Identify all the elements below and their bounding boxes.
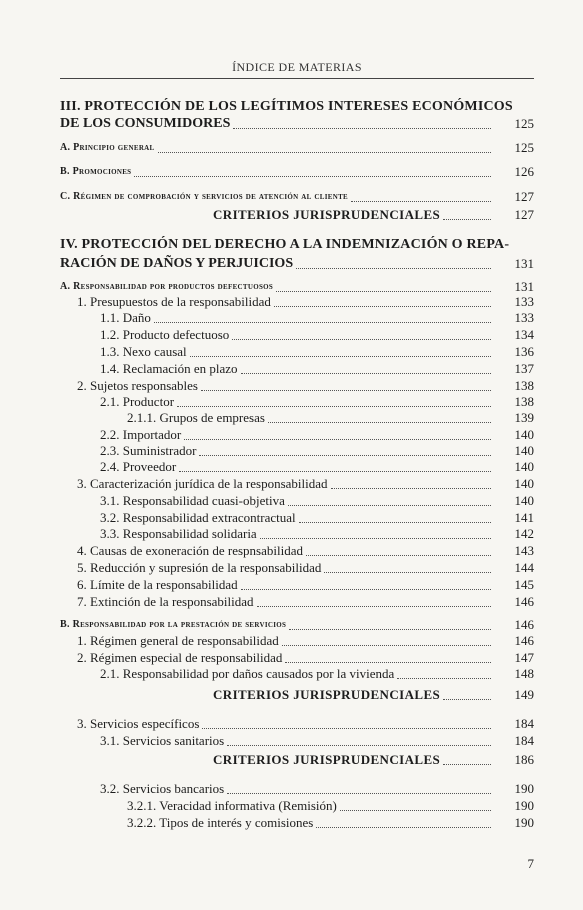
leader-dots — [324, 572, 491, 573]
leader-dots — [184, 439, 491, 440]
page-number: 138 — [514, 378, 534, 393]
entry-label: 1.4. Reclamación en plazo — [100, 361, 238, 376]
toc-entry[interactable] — [100, 666, 534, 682]
entry-label: CRITERIOS JURISPRUDENCIALES — [213, 687, 441, 702]
leader-dots — [233, 128, 491, 129]
toc-entry[interactable] — [127, 815, 534, 831]
leader-dots — [296, 268, 491, 269]
section-iii-title-line2: DE LOS CONSUMIDORES — [60, 116, 231, 131]
toc-entry[interactable] — [77, 378, 534, 394]
entry-label: 4. Causas de exoneración de respnsabilidad — [77, 543, 303, 558]
page-number: 131 — [514, 279, 534, 294]
leader-dots — [443, 219, 491, 220]
leader-dots — [340, 810, 491, 811]
entry-label: A. Responsabilidad por productos defectuosos — [60, 281, 274, 292]
page-number: 139 — [514, 410, 534, 425]
toc-entry-section-iii[interactable] — [60, 116, 534, 132]
leader-dots — [260, 538, 491, 539]
page-number: 147 — [514, 650, 534, 665]
leader-dots — [202, 728, 491, 729]
leader-dots — [268, 422, 491, 423]
leader-dots — [227, 793, 491, 794]
leader-dots — [285, 662, 491, 663]
page-number: 140 — [514, 476, 534, 491]
page-number: 127 — [514, 207, 534, 222]
leader-dots — [397, 678, 491, 679]
page-number: 125 — [514, 116, 534, 131]
leader-dots — [282, 645, 491, 646]
toc-entry[interactable] — [77, 543, 534, 559]
toc-entry[interactable] — [100, 733, 534, 749]
page-number: 149 — [514, 687, 534, 702]
leader-dots — [179, 471, 491, 472]
page-number: 143 — [514, 543, 534, 558]
page-number: 148 — [514, 666, 534, 681]
toc-entry[interactable] — [100, 781, 534, 797]
section-iii-title-line1: III. PROTECCIÓN DE LOS LEGÍTIMOS INTERESES ECONÓMICOS — [60, 99, 513, 114]
toc-entry[interactable] — [77, 560, 534, 576]
leader-dots — [177, 406, 491, 407]
leader-dots — [274, 306, 491, 307]
leader-dots — [201, 390, 491, 391]
page-number: 138 — [514, 394, 534, 409]
entry-label: 2.1. Productor — [100, 394, 175, 409]
toc-entry[interactable] — [127, 410, 534, 426]
toc-entry[interactable] — [100, 310, 534, 326]
leader-dots — [316, 827, 491, 828]
page-number: 145 — [514, 577, 534, 592]
toc-entry[interactable] — [100, 427, 534, 443]
page-number: 146 — [514, 617, 534, 632]
leader-dots — [158, 152, 491, 153]
leader-dots — [276, 291, 491, 292]
page-number: 140 — [514, 493, 534, 508]
entry-label: B. Promociones — [60, 166, 132, 177]
leader-dots — [241, 373, 491, 374]
entry-label: 7. Extinción de la responsabilidad — [77, 594, 254, 609]
leader-dots — [289, 629, 491, 630]
leader-dots — [331, 488, 491, 489]
toc-entry[interactable] — [100, 493, 534, 509]
page-number: 190 — [514, 781, 534, 796]
entry-label: 3.2. Responsabilidad extracontractual — [100, 510, 296, 525]
toc-entry-section-iv[interactable] — [60, 256, 534, 272]
toc-entry-s3-c[interactable] — [60, 189, 534, 205]
page-number: 133 — [514, 310, 534, 325]
page-number: 186 — [514, 752, 534, 767]
page-number: 125 — [514, 140, 534, 155]
toc-entry-criterios[interactable] — [213, 752, 534, 768]
leader-dots — [299, 522, 491, 523]
entry-label: 2.1.1. Grupos de empresas — [127, 410, 265, 425]
toc-entry[interactable] — [77, 294, 534, 310]
page-number: 146 — [514, 633, 534, 648]
entry-label: 3.1. Responsabilidad cuasi-objetiva — [100, 493, 285, 508]
toc-entry-s3-b[interactable] — [60, 164, 534, 180]
entry-label: 5. Reducción y supresión de la responsabilidad — [77, 560, 322, 575]
page-number: 134 — [514, 327, 534, 342]
toc-entry[interactable] — [77, 716, 534, 732]
page-number: 140 — [514, 459, 534, 474]
page-number: 140 — [514, 443, 534, 458]
running-header: ÍNDICE DE MATERIAS — [232, 60, 362, 74]
toc-entry-s3-a[interactable] — [60, 140, 534, 156]
leader-dots — [232, 339, 491, 340]
leader-dots — [134, 176, 491, 177]
page-number: 146 — [514, 594, 534, 609]
page-number: 127 — [514, 189, 534, 204]
entry-label: B. Responsabilidad por la prestación de servicios — [60, 619, 287, 630]
toc-entry[interactable] — [100, 459, 534, 475]
leader-dots — [227, 745, 491, 746]
entry-label: 2. Régimen especial de responsabilidad — [77, 650, 283, 665]
leader-dots — [306, 555, 491, 556]
entry-label: A. Principio general — [60, 142, 155, 153]
toc-entry[interactable] — [77, 594, 534, 610]
page-number: 190 — [514, 815, 534, 830]
toc-entry[interactable] — [100, 344, 534, 360]
page-footer-number: 7 — [527, 856, 534, 871]
page-number: 126 — [514, 164, 534, 179]
toc-entry-criterios[interactable] — [213, 687, 534, 703]
entry-label: 3.1. Servicios sanitarios — [100, 733, 225, 748]
page-number: 184 — [514, 733, 534, 748]
toc-entry-s3-criterios[interactable] — [213, 207, 534, 223]
entry-label: 2. Sujetos responsables — [77, 378, 198, 393]
section-iv-title-line2: RACIÓN DE DAÑOS Y PERJUICIOS — [60, 256, 294, 271]
toc-entry[interactable] — [127, 798, 534, 814]
entry-label: 3.2. Servicios bancarios — [100, 781, 225, 796]
page-number: 184 — [514, 716, 534, 731]
entry-label: 3.2.1. Veracidad informativa (Remisión) — [127, 798, 337, 813]
entry-label: 3.3. Responsabilidad solidaria — [100, 526, 257, 541]
toc-entry[interactable] — [77, 650, 534, 666]
page-number: 141 — [514, 510, 534, 525]
entry-label: 1. Régimen general de responsabilidad — [77, 633, 279, 648]
page-number: 133 — [514, 294, 534, 309]
toc-entry[interactable] — [100, 526, 534, 542]
page-number: 131 — [514, 256, 534, 271]
entry-label: 1.2. Producto defectuoso — [100, 327, 230, 342]
toc-entry[interactable] — [77, 633, 534, 649]
section-iv-title-line1: IV. PROTECCIÓN DEL DERECHO A LA INDEMNIZACIÓN O REPA- — [60, 237, 510, 252]
entry-label: 2.3. Suministrador — [100, 443, 197, 458]
toc-entry[interactable] — [100, 510, 534, 526]
toc-entry-b[interactable] — [60, 617, 534, 633]
page-number: 144 — [514, 560, 534, 575]
entry-label: 3.2.2. Tipos de interés y comisiones — [127, 815, 314, 830]
toc-entry-a[interactable] — [60, 279, 534, 295]
header-rule — [60, 78, 534, 79]
leader-dots — [351, 201, 491, 202]
toc-entry[interactable] — [100, 394, 534, 410]
entry-label: 1.1. Daño — [100, 310, 151, 325]
entry-label: CRITERIOS JURISPRUDENCIALES — [213, 207, 441, 222]
leader-dots — [241, 589, 491, 590]
entry-label: CRITERIOS JURISPRUDENCIALES — [213, 752, 441, 767]
page-number: 142 — [514, 526, 534, 541]
toc-entry[interactable] — [77, 476, 534, 492]
toc-entry[interactable] — [100, 443, 534, 459]
entry-label: 3. Servicios específicos — [77, 716, 200, 731]
entry-label: 2.1. Responsabilidad por daños causados por la vivienda — [100, 666, 395, 681]
leader-dots — [443, 699, 491, 700]
page-number: 190 — [514, 798, 534, 813]
entry-label: 2.4. Proveedor — [100, 459, 177, 474]
page-number: 137 — [514, 361, 534, 376]
entry-label: 2.2. Importador — [100, 427, 182, 442]
entry-label: C. Régimen de comprobación y servicios de atención al cliente — [60, 191, 349, 202]
entry-label: 6. Límite de la responsabilidad — [77, 577, 238, 592]
entry-label: 1. Presupuestos de la responsabilidad — [77, 294, 271, 309]
page-number: 136 — [514, 344, 534, 359]
leader-dots — [190, 356, 491, 357]
toc-entry[interactable] — [77, 577, 534, 593]
entry-label: 1.3. Nexo causal — [100, 344, 187, 359]
toc-entry[interactable] — [100, 361, 534, 377]
page-number: 140 — [514, 427, 534, 442]
leader-dots — [288, 505, 491, 506]
leader-dots — [199, 455, 491, 456]
leader-dots — [443, 764, 491, 765]
leader-dots — [154, 322, 491, 323]
entry-label: 3. Caracterización jurídica de la responsabilidad — [77, 476, 328, 491]
leader-dots — [257, 606, 491, 607]
toc-entry[interactable] — [100, 327, 534, 343]
